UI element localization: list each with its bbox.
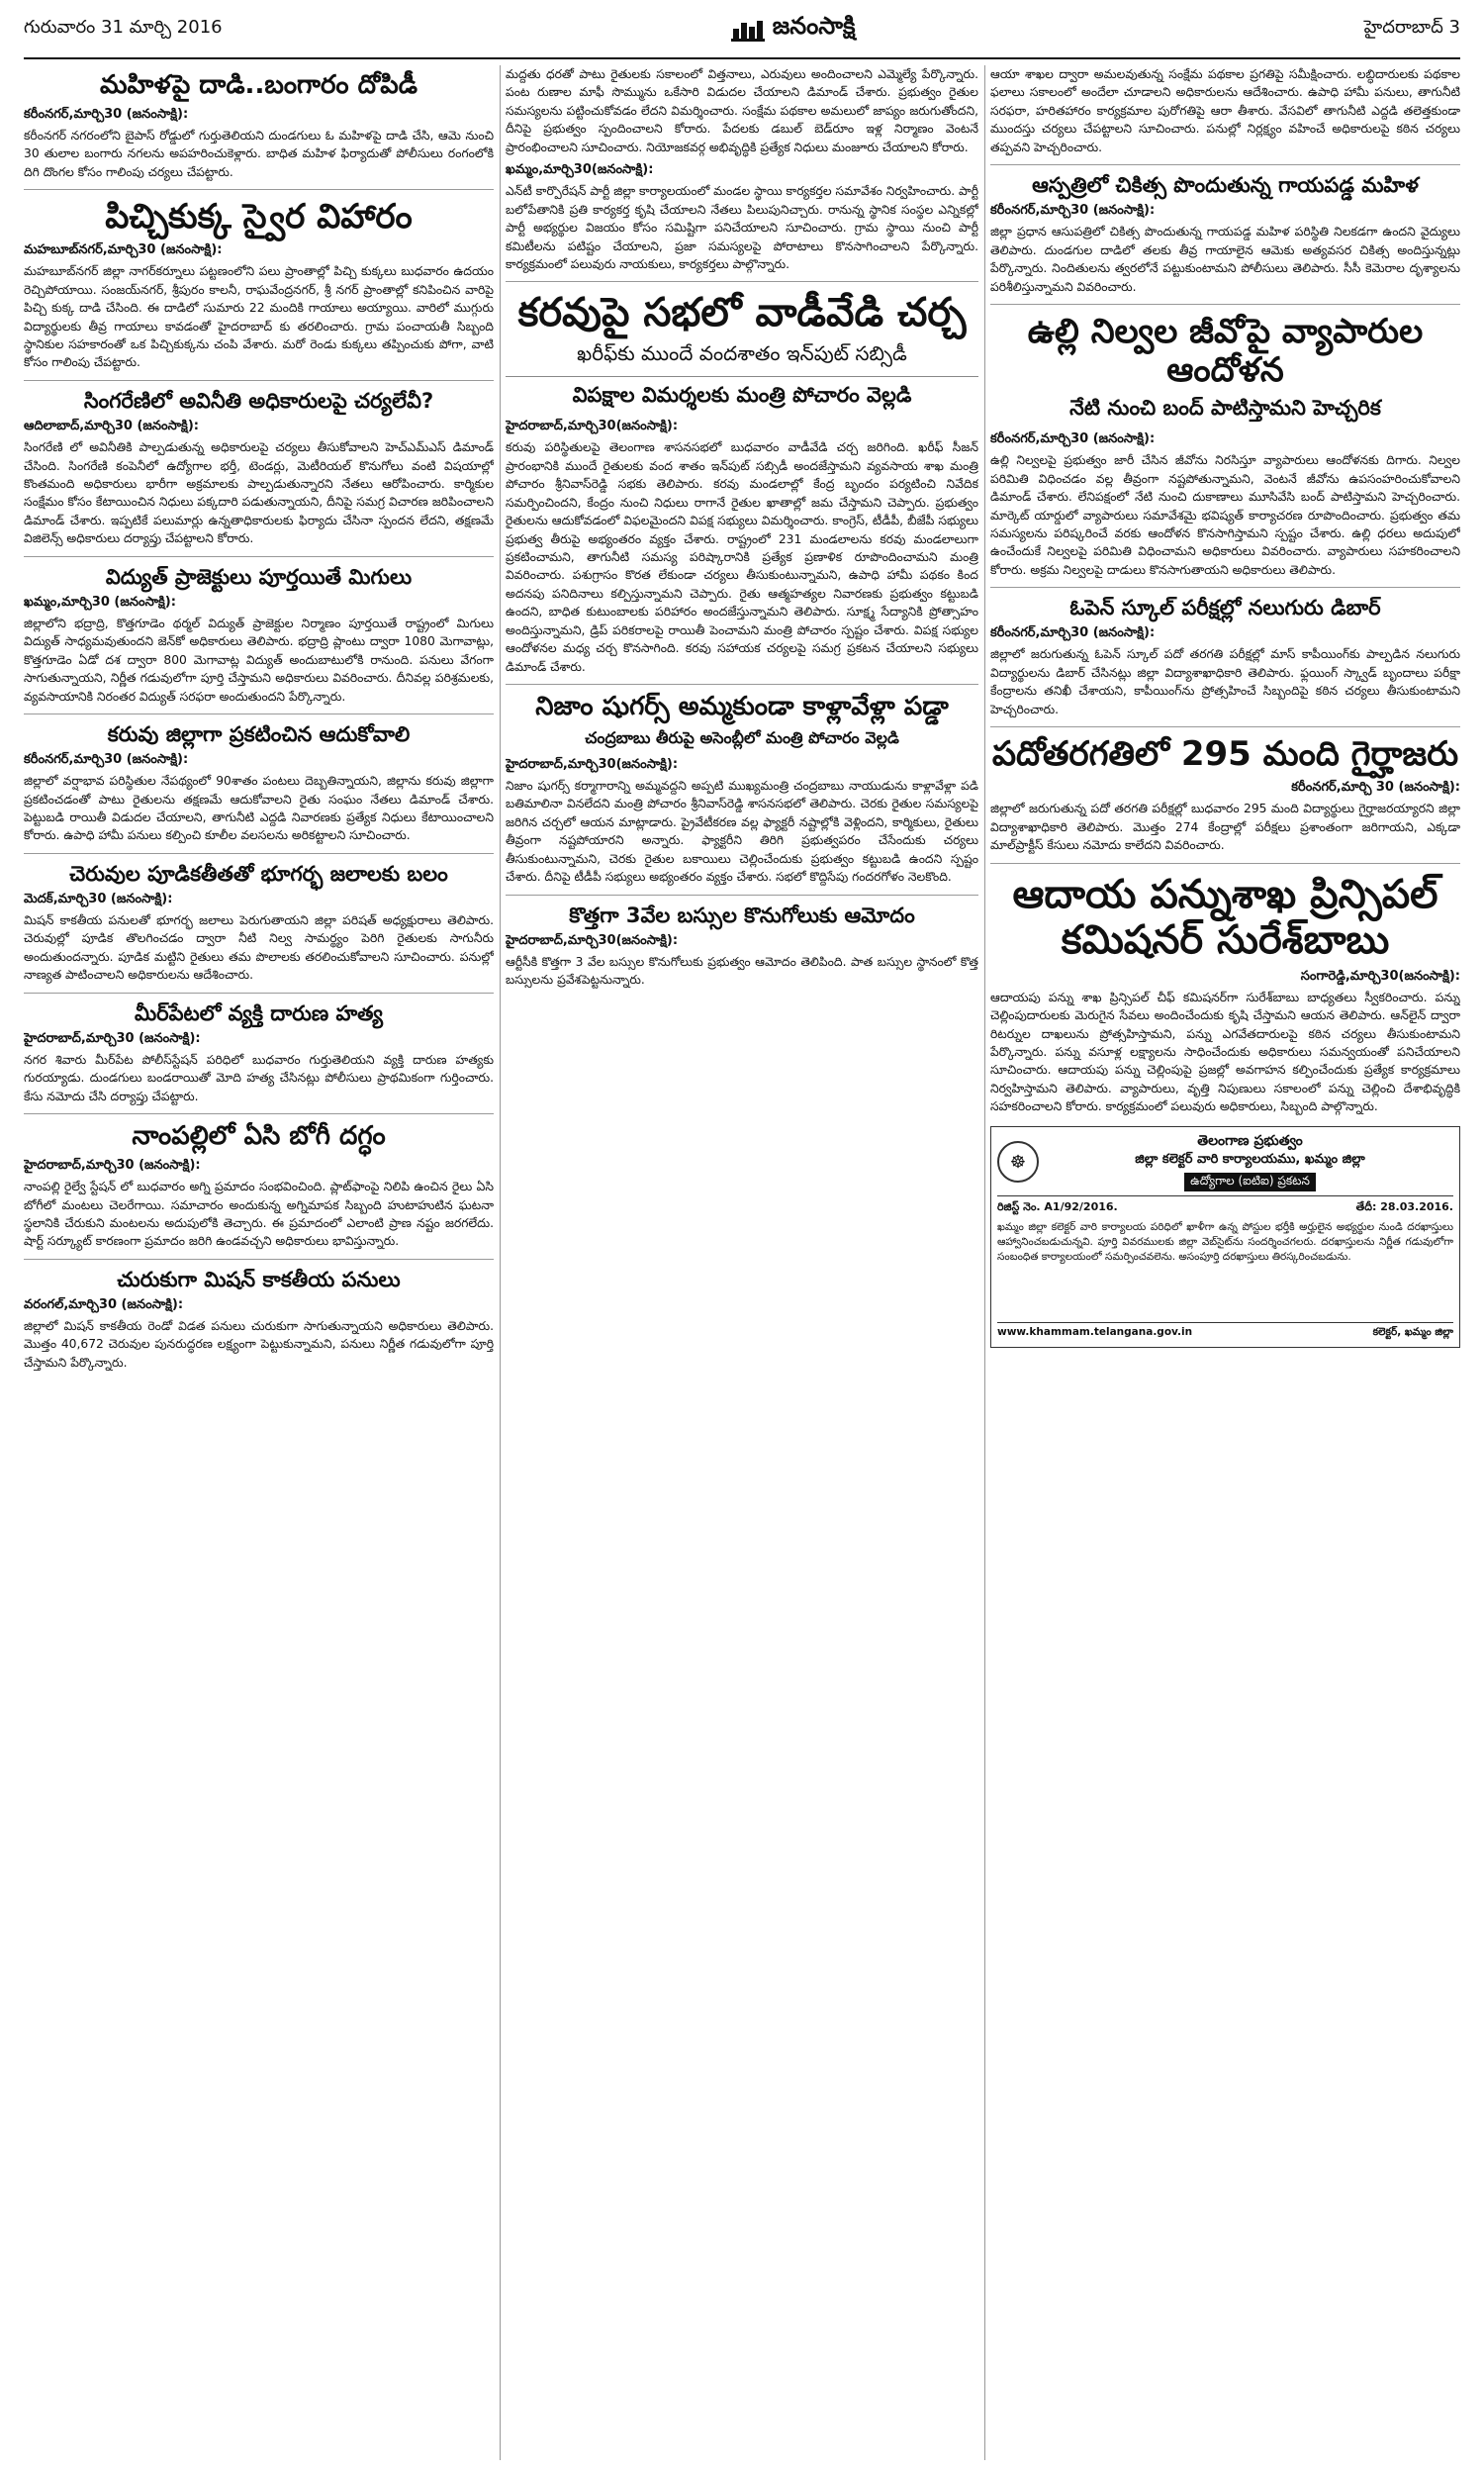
article-body: కరువు పరిస్థితులపై తెలంగాణ శాసనసభలో బుధవారం వాడీవేడి చర్చ జరిగింది. ఖరీఫ్ సీజన్ ప్రారంభానికి ముందే రైతులకు వంద శాతం ఇన్‌పుట్ సబ్సిడీ అందజేస్తామని వ్యవసాయ శాఖ మంత్రి పోచారం శ్రీనివాస్‌రెడ్డి సభకు తెలిపారు. కరవు మండలాల్లో కేంద్ర బృందం పర్యటించి నివేదిక సమర్పించిందని, కేంద్రం నుంచి నిధులు రాగానే రైతుల ఖాతాల్లో జమ చేస్తామని చెప్పారు. ప్రభుత్వం రైతులను ఆదుకోవడంలో విఫలమైందని విపక్ష సభ్యులు విమర్శించారు. కాంగ్రెస్, టీడీపీ, బీజేపీ సభ్యులు ప్రభుత్వ తీరుపై అభ్యంతరం వ్యక్తం చేశారు. రాష్ట్రంలో 231 మండలాలను కరవు మండలాలుగా ప్రకటించామని, తాగునీటి సమస్య పరిష్కారానికి ప్రత్యేక ప్రణాళిక రూపొందించామని మంత్రి వివరించారు. పశుగ్రాసం కొరత లేకుండా చర్యలు తీసుకుంటున్నామని, ఉపాధి హామీ పథకం కింద అదనపు పనిదినాలు కల్పిస్తున్నామని చెప్పారు. రైతు ఆత్మహత్యల నివారణకు ప్రభుత్వం కట్టుబడి ఉందని, బాధిత కుటుంబాలకు పరిహారం అందజేస్తున్నామని తెలిపారు. సూక్ష్మ సేద్యానికి ప్రోత్సాహం అందిస్తున్నామని, డ్రిప్ పరికరాలపై రాయితీ పెంచామని మంత్రి పోచారం స్పష్టం చేశారు. విపక్ష సభ్యుల ఆందోళనల మధ్య చర్చ కొనసాగింది. కరవు సహాయక చర్యలపై సమగ్ర ప్రకటన చేయాలని సభ్యులు డిమాండ్ చేశారు. (506, 440, 978, 674)
divider (506, 895, 978, 896)
article-body: జిల్లాలో జరుగుతున్న పదో తరగతి పరీక్షల్లో బుధవారం 295 మంది విద్యార్థులు గైర్హాజరయ్యారని జిల్లా విద్యాశాఖాధికారి తెలిపారు. మొత్తం 274 కేంద్రాల్లో పరీక్షలు ప్రశాంతంగా జరిగాయని, ఎక్కడా మాల్‌ప్రాక్టీస్ కేసులు నమోదు కాలేదని వివరించారు. (990, 802, 1460, 853)
article-dateline: హైదరాబాద్,మార్చి30(జనంసాక్షి): (506, 756, 679, 772)
article-dateline: మహబూబ్‌నగర్,మార్చి30 (జనంసాక్షి): (24, 242, 223, 258)
page-city-number: హైదరాబాద్ 3 (1363, 16, 1460, 38)
article-body: మిషన్ కాకతీయ పనులతో భూగర్భ జలాలు పెరుగుతాయని జిల్లా పరిషత్ అధ్యక్షురాలు తెలిపారు. చెరువుల్లో పూడిక తొలగించడం ద్వారా నీటి నిల్వ సామర్థ్యం పెరిగి రైతులకు సాగునీరు అందుతుందన్నారు. పూడిక మట్టిని రైతులు తమ పొలాలకు తరలించుకోవాలని సూచించారు. పనుల్లో నాణ్యత పాటించాలని అధికారులను ఆదేశించారు. (24, 913, 494, 983)
divider (990, 164, 1460, 165)
article-dateline: కరీంనగర్,మార్చి30 (జనంసాక్షి): (24, 106, 189, 122)
article-body: ఆదాయపు పన్ను శాఖ ప్రిన్సిపల్ చీఫ్ కమిషనర్‌గా సురేశ్‌బాబు బాధ్యతలు స్వీకరించారు. పన్ను చెల్లింపుదారులకు మెరుగైన సేవలు అందించేందుకు కృషి చేస్తామని ఆయన తెలిపారు. ఆన్‌లైన్ ద్వారా రిటర్నుల దాఖలును ప్రోత్సహిస్తామని, పన్ను ఎగవేతదారులపై కఠిన చర్యలు తీసుకుంటామని పేర్కొన్నారు. పన్ను వసూళ్ల లక్ష్యాలను సాధించేందుకు అధికారులు సమన్వయంతో పనిచేయాలని సూచించారు. ఆదాయపు పన్ను చెల్లింపుపై ప్రజల్లో అవగాహన కల్పించేందుకు ప్రత్యేక కార్యక్రమాలు నిర్వహిస్తామని తెలిపారు. వ్యాపారులు, వృత్తి నిపుణులు సకాలంలో పన్ను చెల్లించి దేశాభివృద్ధికి సహకరించాలని కోరారు. కార్యక్రమంలో పలువురు అధికారులు, సిబ్బంది పాల్గొన్నారు. (990, 990, 1460, 1114)
article-headline: ఉల్లి నిల్వల జీవోపై వ్యాపారుల ఆందోళన (1027, 312, 1424, 391)
article-dateline: వరంగల్,మార్చి30 (జనంసాక్షి): (24, 1297, 184, 1313)
article-dateline: కరీంనగర్,మార్చి30 (జనంసాక్షి): (990, 431, 1156, 447)
article-body: ఆర్టీసీకి కొత్తగా 3 వేల బస్సుల కొనుగోలుకు ప్రభుత్వం ఆమోదం తెలిపింది. పాత బస్సుల స్థానంలో కొత్త బస్సులను ప్రవేశపెట్టనున్నారు. (506, 954, 978, 988)
ad-date: తేదీ: 28.03.2016. (1355, 1199, 1453, 1213)
divider (990, 863, 1460, 864)
article-body: జిల్లా ప్రధాన ఆసుపత్రిలో చికిత్స పొందుతున్న గాయపడ్డ మహిళ పరిస్థితి నిలకడగా ఉందని వైద్యులు తెలిపారు. దుండగుల దాడిలో తలకు తీవ్ర గాయాలైన ఆమెకు అత్యవసర చికిత్స అందిస్తున్నట్లు పేర్కొన్నారు. నిందితులను త్వరలోనే పట్టుకుంటామని పోలీసులు తెలిపారు. సీసీ కెమెరాల దృశ్యాలను పరిశీలిస్తున్నామని వివరించారు. (990, 225, 1460, 294)
article-dateline: హైదరాబాద్,మార్చి30(జనంసాక్షి): (506, 932, 679, 948)
article-body: మహబూబ్‌నగర్ జిల్లా నాగర్‌కర్నూలు పట్టణంలోని పలు ప్రాంతాల్లో పిచ్చి కుక్కలు బుధవారం ఉదయం రెచ్చిపోయాయి. సంజయ్‌నగర్, శ్రీపురం కాలనీ, రాఘవేంద్రనగర్, శ్రీ నగర్ ప్రాంతాల్లో కనిపించిన వారిపై పిచ్చి కుక్క దాడి చేసింది. ఈ దాడిలో సుమారు 22 మందికి గాయాలు అయ్యాయి. వారిలో ముగ్గురు విద్యార్థులకు తీవ్ర గాయాలు కావడంతో హైదరాబాద్ కు తరలించారు. గ్రామ పంచాయతీ సిబ్బంది స్థానికుల సహకారంతో ఒక పిచ్చికుక్కను చంపి వేశారు. మరో రెండు కుక్కలు తప్పించుకు పోగా, వాటి కోసం గాలింపు చేపట్టారు. (24, 264, 494, 370)
article-body: ఆయా శాఖల ద్వారా అమలవుతున్న సంక్షేమ పథకాల ప్రగతిపై సమీక్షించారు. లబ్ధిదారులకు పథకాల ఫలాలు సకాలంలో అందేలా చూడాలని అధికారులను ఆదేశించారు. ఉపాధి హామీ పనులు, తాగునీటి సరఫరా, హరితహారం కార్యక్రమాల పురోగతిపై ఆరా తీశారు. వేసవిలో తాగునీటి ఎద్దడి తలెత్తకుండా ముందస్తు చర్యలు చేపట్టాలని సూచించారు. పనుల్లో నిర్లక్ష్యం వహించే అధికారులపై కఠిన చర్యలు తప్పవని హెచ్చరించారు. (990, 67, 1460, 154)
article-body: జిల్లాలో వర్షాభావ పరిస్థితుల నేపథ్యంలో 90శాతం పంటలు దెబ్బతిన్నాయని, జిల్లాను కరువు జిల్లాగా ప్రకటించడంతో పాటు రైతులను తక్షణమే ఆదుకోవాలని రైతు సంఘం నేతలు డిమాండ్ చేశారు. పెట్టుబడి రాయితీ విడుదల చేయాలని, తాగునీటి ఎద్దడి నివారణకు ప్రత్యేక నిధులు కేటాయించాలని కోరారు. ఉపాధి హామీ పనులు కల్పించి కూలీల వలసలను అరికట్టాలని సూచించారు. (24, 774, 494, 843)
divider (990, 304, 1460, 305)
paper-logo (731, 12, 856, 46)
article-headline: ఓపెన్ స్కూల్ పరీక్షల్లో నలుగురు డిబార్ (1069, 596, 1381, 620)
ad-government: తెలంగాణ ప్రభుత్వం (1197, 1132, 1303, 1149)
ad-body: ఖమ్మం జిల్లా కలెక్టర్ వారి కార్యాలయ పరిధిలో ఖాళీగా ఉన్న పోస్టుల భర్తీకి అర్హులైన అభ్యర్థుల నుండి దరఖాస్తులు ఆహ్వానించబడుచున్నవి. పూర్తి వివరములకు జిల్లా వెబ్‌సైట్‌ను సందర్శించగలరు. దరఖాస్తులను నిర్ణీత గడువులోగా సంబంధిత కార్యాలయంలో సమర్పించవలెను. అసంపూర్తి దరఖాస్తులు తిరస్కరించబడును. (997, 1220, 1453, 1264)
article-headline: కరువు జిల్లాగా ప్రకటించిన ఆదుకోవాలి (107, 722, 411, 747)
paper-name: జనంసాక్షి (772, 12, 856, 40)
article-body: నాంపల్లి రైల్వే స్టేషన్ లో బుధవారం అగ్ని ప్రమాదం సంభవించింది. ప్లాట్‌ఫాంపై నిలిపి ఉంచిన రైలు ఏసి బోగీలో మంటలు చెలరేగాయి. సమాచారం అందుకున్న అగ్నిమాపక సిబ్బంది హుటాహుటిన ఘటనా స్థలానికి చేరుకుని మంటలను అదుపులోకి తెచ్చారు. ఈ ప్రమాదంలో ఎలాంటి ప్రాణ నష్టం జరగలేదు. షార్ట్ సర్క్యూట్ కారణంగా ప్రమాదం జరిగి ఉండవచ్చని అధికారులు భావిస్తున్నారు. (24, 1180, 494, 1249)
article-dateline: హైదరాబాద్,మార్చి30(జనంసాక్షి): (506, 419, 679, 434)
article-headline: నాంపల్లిలో ఏసి బోగీ దగ్ధం (132, 1121, 386, 1152)
article-body: జిల్లాలో మిషన్ కాకతీయ రెండో విడత పనులు చురుకుగా సాగుతున్నాయని అధికారులు తెలిపారు. మొత్తం 40,672 చెరువుల పునరుద్ధరణ లక్ష్యంగా పెట్టుకున్నామని, పనులు నిర్ణీత గడువులోగా పూర్తి చేస్తామని పేర్కొన్నారు. (24, 1319, 494, 1370)
ad-titles (1047, 1133, 1453, 1191)
article-body: జిల్లాలో జరుగుతున్న ఓపెన్ స్కూల్ పదో తరగతి పరీక్షల్లో మాస్ కాపీయింగ్‌కు పాల్పడిన నలుగురు విద్యార్థులను డిబార్ చేసినట్లు జిల్లా విద్యాశాఖాధికారి తెలిపారు. ఫ్లయింగ్ స్క్వాడ్ బృందాలు పరీక్షా కేంద్రాలను తనిఖీ చేశాయని, కాపీయింగ్‌ను ప్రోత్సహించే సిబ్బందిపై కఠిన చర్యలు తీసుకుంటామని హెచ్చరించారు. (990, 647, 1460, 716)
article-headline: చెరువుల పూడికతీతతో భూగర్భ జలాలకు బలం (69, 861, 448, 886)
lead-subheadline: విపక్షాల విమర్శలకు మంత్రి పోచారం వెల్లడి (572, 383, 912, 408)
article-dateline: ఖమ్మం,మార్చి30(జనంసాక్షి): (506, 162, 654, 178)
divider (990, 587, 1460, 588)
divider (24, 380, 494, 381)
article-headline: సింగరేణిలో అవినీతి అధికారులపై చర్యలేవీ? (83, 388, 434, 413)
ad-reference-row (997, 1200, 1453, 1216)
ad-header (997, 1133, 1453, 1196)
columns (24, 65, 1460, 2460)
article-dateline: హైదరాబాద్,మార్చి30 (జనంసాక్షి): (24, 1030, 201, 1046)
column-1 (24, 65, 494, 2460)
divider (24, 853, 494, 854)
divider (24, 556, 494, 557)
article-body: సింగరేణి లో అవినీతికి పాల్పడుతున్న అధికారులపై చర్యలు తీసుకోవాలని హెచ్‌ఎమ్ఎస్ డిమాండ్ చేసింది. సింగరేణి కంపెనీలో ఉద్యోగాల భర్తీ, టెండర్లు, మెటీరియల్ కొనుగోలు వంటి విషయాల్లో కొంతమంది అధికారులు భారీగా అక్రమాలకు పాల్పడుతున్నారని నేతలు ఆరోపించారు. కార్మికుల సంక్షేమం కోసం కేటాయించిన నిధులు పక్కదారి పడుతున్నాయని, దీనిపై సమగ్ర విచారణ జరిపించాలని డిమాండ్ చేశారు. ఇప్పటికే పలుమార్లు ఉన్నతాధికారులకు ఫిర్యాదు చేసినా స్పందన లేదని, తక్షణమే విజిలెన్స్ అధికారులు దర్యాప్తు చేపట్టాలని కోరారు. (24, 440, 494, 546)
article-headline: ఆదాయ పన్నుశాఖ ప్రిన్సిపల్ కమిషనర్ సురేశ్‌బాబు (1012, 871, 1438, 963)
article-headline: చురుకుగా మిషన్ కాకతీయ పనులు (117, 1267, 401, 1291)
ad-office: జిల్లా కలెక్టర్ వారి కార్యాలయము, ఖమ్మం జిల్లా (1135, 1151, 1365, 1167)
state-emblem-icon: ☸ (997, 1141, 1039, 1183)
article-dateline: కరీంనగర్,మార్చి30 (జనంసాక్షి): (24, 752, 189, 768)
divider (24, 1259, 494, 1260)
article-body: కరీంనగర్ నగరంలోని బైపాస్ రోడ్డులో గుర్తుతెలియని దుండగులు ఓ మహిళపై దాడి చేసి, ఆమె నుంచి 30 తులాల బంగారు నగలను అపహరించుకెళ్లారు. బాధిత మహిళ ఫిర్యాదుతో పోలీసులు రంగంలోకి దిగి దొంగల కోసం గాలింపు చర్యలు చేపట్టారు. (24, 128, 494, 179)
article-headline: విద్యుత్ ప్రాజెక్టులు పూర్తయితే మిగులు (105, 564, 413, 589)
article-body: ఉల్లి నిల్వలపై ప్రభుత్వం జారీ చేసిన జీవోను నిరసిస్తూ వ్యాపారులు ఆందోళనకు దిగారు. నిల్వల పరిమితి విధించడం వల్ల తీవ్రంగా నష్టపోతున్నామని, వెంటనే జీవోను ఉపసంహరించుకోవాలని డిమాండ్ చేశారు. లేనిపక్షంలో నేటి నుంచి దుకాణాలు మూసివేసి బంద్ పాటిస్తామని హెచ్చరించారు. మార్కెట్ యార్డులో వ్యాపారులు సమావేశమై భవిష్యత్ కార్యాచరణ రూపొందించారు. ప్రభుత్వం తమ సమస్యలను పరిష్కరించే వరకు ఆందోళన కొనసాగిస్తామని స్పష్టం చేశారు. ఉల్లి ధరలు అదుపులో ఉంచేందుకే నిల్వలపై పరిమితి విధించామని అధికారులు వివరించారు. వ్యాపారులు సహకరించాలని కోరారు. అక్రమ నిల్వలపై దాడులు కొనసాగుతాయని అధికారులు తెలిపారు. (990, 453, 1460, 577)
ad-reference-number: రిజిస్ట్ నెం. A1/92/2016. (997, 1199, 1118, 1213)
divider (24, 189, 494, 190)
divider (990, 726, 1460, 727)
lead-headline: కరవుపై సభలో వాడీవేడి చర్చ (517, 290, 967, 336)
article-headline: కొత్తగా 3వేల బస్సుల కొనుగోలుకు ఆమోదం (569, 903, 915, 927)
divider (506, 281, 978, 282)
lead-subheadline: ఖరీఫ్‌కు ముందే వందశాతం ఇన్‌పుట్ సబ్సిడీ (506, 341, 978, 377)
article-dateline: కరీంనగర్,మార్చి 30 (జనంసాక్షి): (1291, 780, 1460, 796)
government-notice-ad (990, 1126, 1460, 1348)
article-dateline: హైదరాబాద్,మార్చి30 (జనంసాక్షి): (24, 1158, 201, 1174)
article-dateline: ఖమ్మం,మార్చి30 (జనంసాక్షి): (24, 594, 176, 610)
ad-website-link[interactable]: www.khammam.telangana.gov.in (997, 1325, 1193, 1338)
ad-footer (997, 1322, 1453, 1341)
article-headline: పదోతరగతిలో 295 మంది గైర్హాజరు (991, 734, 1459, 775)
article-subheadline: నేటి నుంచి బంద్ పాటిస్తామని హెచ్చరిక (1069, 396, 1381, 421)
article-headline: ఆస్పత్రిలో చికిత్స పొందుతున్న గాయపడ్డ మహిళ (1032, 173, 1419, 198)
article-subheadline: చంద్రబాబు తీరుపై అసెంబ్లీలో మంత్రి పోచారం వెల్లడి (585, 727, 899, 747)
article-body: నగర శివారు మీర్‌పేట పోలీస్‌స్టేషన్ పరిధిలో బుధవారం గుర్తుతెలియని వ్యక్తి దారుణ హత్యకు గురయ్యాడు. దుండగులు బండరాయితో మోది హత్య చేసినట్లు పోలీసులు ప్రాథమికంగా గుర్తించారు. కేసు నమోదు చేసి దర్యాప్తు చేపట్టారు. (24, 1052, 494, 1103)
article-dateline: మెదక్,మార్చి30 (జనంసాక్షి): (24, 892, 173, 907)
issue-date: గురువారం 31 మార్చి 2016 (24, 16, 223, 38)
article-headline: మీర్‌పేటలో వ్యక్తి దారుణ హత్య (134, 1000, 384, 1025)
logo-mark-icon (731, 17, 765, 42)
article-dateline: ఆదిలాబాద్,మార్చి30 (జనంసాక్షి): (24, 419, 199, 434)
column-3 (990, 65, 1460, 2460)
article-body: మద్దతు ధరతో పాటు రైతులకు సకాలంలో విత్తనాలు, ఎరువులు అందించాలని ఎమ్మెల్యే పేర్కొన్నారు. పంట రుణాల మాఫీ సొమ్మును ఒకేసారి విడుదల చేయాలని డిమాండ్ చేశారు. ప్రభుత్వం రైతుల సమస్యలను పట్టించుకోవడం లేదని విమర్శించారు. సంక్షేమ పథకాల అమలులో జాప్యం జరుగుతోందని, దీనిపై ప్రభుత్వం స్పందించాలని కోరారు. పేదలకు డబుల్ బెడ్‌రూం ఇళ్ల నిర్మాణం వెంటనే ప్రారంభించాలని సూచించారు. నియోజకవర్గ అభివృద్ధికి ప్రత్యేక నిధులు మంజూరు చేయాలని కోరారు. (506, 67, 978, 154)
article-dateline: కరీంనగర్,మార్చి30 (జనంసాక్షి): (990, 625, 1156, 641)
article-dateline: సంగారెడ్డి,మార్చి30(జనంసాక్షి): (1300, 968, 1460, 984)
ad-notice-title: ఉద్యోగాల (ఐటిఐ) ప్రకటన (1184, 1173, 1316, 1191)
article-body: ఎన్‌టీ కార్పొరేషన్ పార్టీ జిల్లా కార్యాలయంలో మండల స్థాయి కార్యకర్తల సమావేశం నిర్వహించారు. పార్టీ బలోపేతానికి ప్రతి కార్యకర్త కృషి చేయాలని నేతలు పిలుపునిచ్చారు. రానున్న స్థానిక సంస్థల ఎన్నికల్లో పార్టీ అభ్యర్థుల విజయం కోసం సమిష్టిగా పనిచేయాలని సూచించారు. గ్రామ స్థాయి నుంచి పార్టీ కమిటీలను పటిష్టం చేయాలని, ప్రజా సమస్యలపై పోరాటాలు కొనసాగించాలని పేర్కొన్నారు. కార్యక్రమంలో పలువురు నాయకులు, కార్యకర్తలు పాల్గొన్నారు. (506, 184, 978, 271)
article-headline: నిజాం షుగర్స్ అమ్మకుండా కాళ్లావేళ్లా పడ్డా (535, 692, 949, 722)
column-2 (506, 65, 978, 2460)
article-body: నిజాం షుగర్స్ కర్మాగారాన్ని అమ్మవద్దని అప్పటి ముఖ్యమంత్రి చంద్రబాబు నాయుడును కాళ్లావేళ్లా పడి బతిమాలినా వినలేదని మంత్రి పోచారం శ్రీనివాస్‌రెడ్డి శాసనసభలో తెలిపారు. చెరకు రైతుల సమస్యలపై జరిగిన చర్చలో ఆయన మాట్లాడారు. ప్రైవేటీకరణ వల్ల ఫ్యాక్టరీ నష్టాల్లోకి వెళ్లిందని, కార్మికులు, రైతులు తీవ్రంగా నష్టపోయారని అన్నారు. ఫ్యాక్టరీని తిరిగి ప్రభుత్వపరం చేసేందుకు చర్యలు తీసుకుంటున్నామని, చెరకు రైతుల బకాయిలు చెల్లించేందుకు ప్రభుత్వం కట్టుబడి ఉందని స్పష్టం చేశారు. దీనిపై టీడీపీ సభ్యులు అభ్యంతరం వ్యక్తం చేశారు. సభలో కొద్దిసేపు గందరగోళం నెలకొంది. (506, 778, 978, 885)
ad-signature: కలెక్టర్, ఖమ్మం జిల్లా (1372, 1325, 1453, 1338)
article-body: జిల్లాలోని భద్రాద్రి, కొత్తగూడెం థర్మల్ విద్యుత్ ప్రాజెక్టుల నిర్మాణం పూర్తయితే రాష్ట్రంలో మిగులు విద్యుత్ సాధ్యమవుతుందని జెన్‌కో అధికారులు తెలిపారు. భద్రాద్రి ప్లాంటు ద్వారా 1080 మెగావాట్లు, కొత్తగూడెం ఏడో దశ ద్వారా 800 మెగావాట్ల విద్యుత్ అందుబాటులోకి రానుంది. పనులు వేగంగా సాగుతున్నాయని, నిర్ణీత గడువులోగా పూర్తి చేస్తామని అధికారులు వివరించారు. దీనివల్ల పరిశ్రమలకు, వ్యవసాయానికి నిరంతర విద్యుత్ సరఫరా అందుతుందని పేర్కొన్నారు. (24, 616, 494, 704)
divider (24, 993, 494, 994)
divider (24, 1113, 494, 1114)
masthead (24, 0, 1460, 59)
article-headline: మహిళపై దాడి..బంగారం దోపిడీ (100, 70, 417, 100)
article-headline: పిచ్చికుక్క స్వైర విహారం (105, 197, 413, 238)
article-dateline: కరీంనగర్,మార్చి30 (జనంసాక్షి): (990, 203, 1156, 219)
divider (506, 684, 978, 685)
